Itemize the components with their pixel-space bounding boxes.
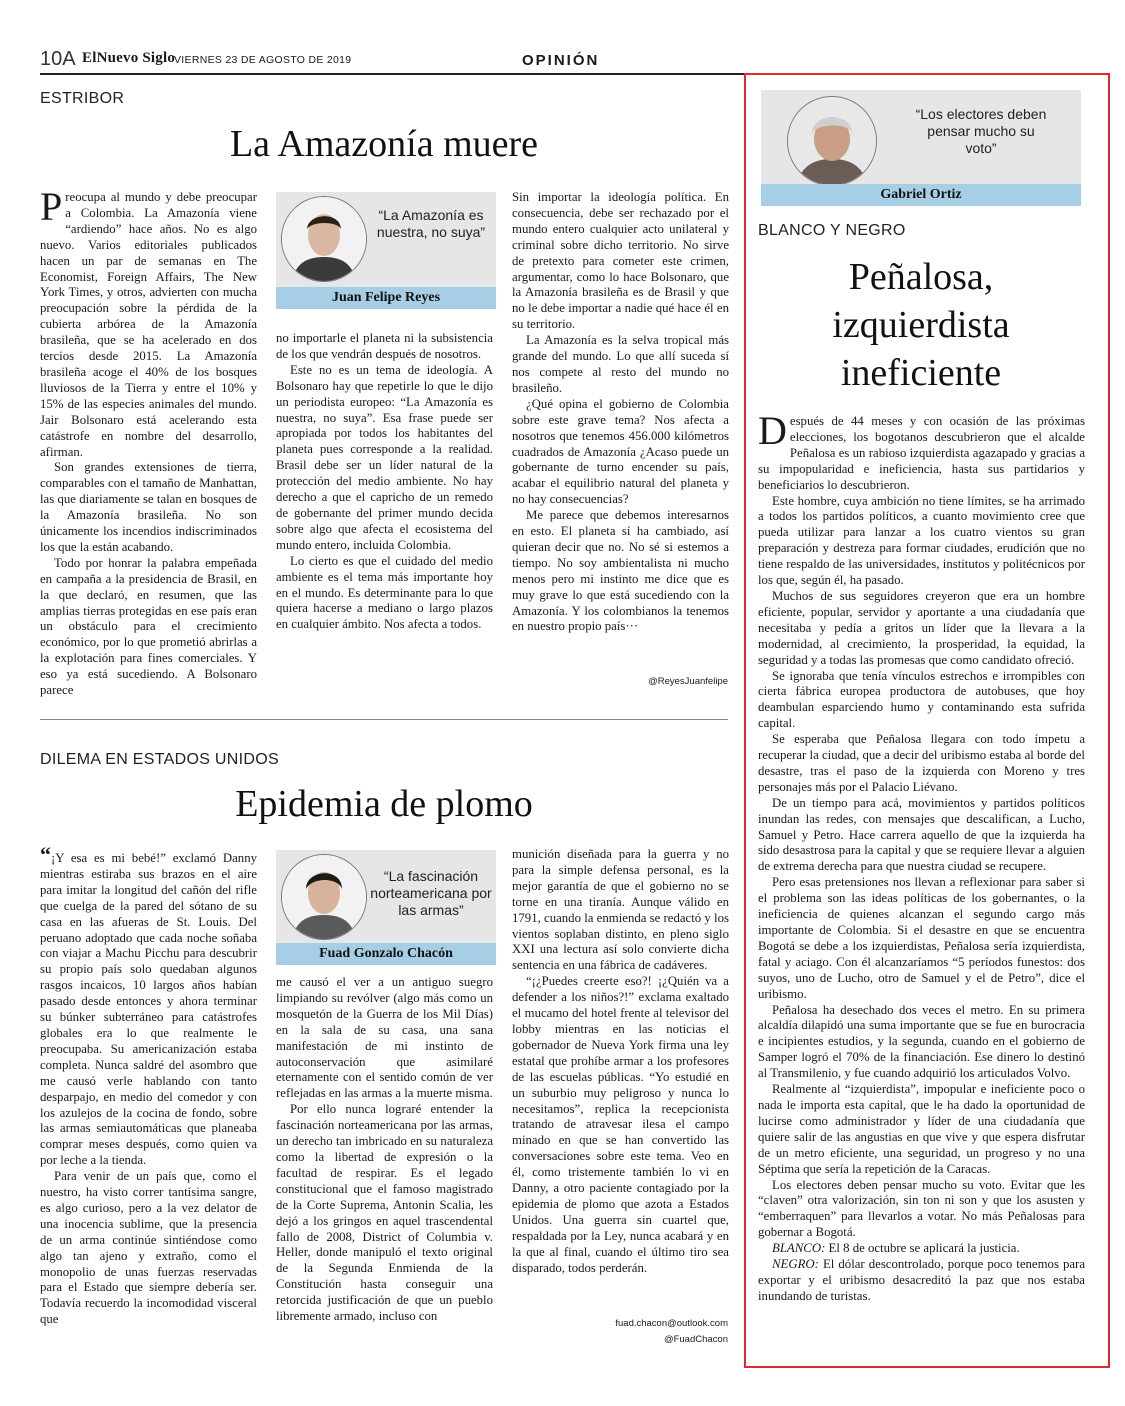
article2-headline: Epidemia de plomo <box>235 783 533 825</box>
article1-paragraph: reocupa al mundo y debe preocupar a Colombia. La Amazonía viene “ardiendo” hace años. No es algo nuevo. Varios editoriales publicados hacen un par de semanas en The Economist, Foreign Affairs, The New York Times, y otros, advierten con mucha preocupación sobre la pérdida de la cubierta arbórea de la Amazonía brasileña, que se ha acelerado en dos tercios desde 2015. La Amazonía brasileña acoge el 40% de los bosques lluviosos de la Tierra y entre el 10% y 15% de las especies animales del mundo. Jair Bolsonaro está acelerando esta catástrofe en nombre del desarrollo, afirman. <box>40 190 257 459</box>
author-portrait-icon <box>282 197 366 281</box>
newspaper-name: ElNuevo Siglo <box>82 50 176 66</box>
article3-paragraph: Los electores deben pensar mucho su voto. Evitar que les “claven” otra valorización, sin ton ni son y que los asusten y “emberraquen” para llevarlos a votar. No más Peñalosas para gobernar a Bogotá. <box>758 1177 1085 1240</box>
article3-paragraph: Muchos de sus seguidores creyeron que era un hombre eficiente, popular, servidor y aportante a una ciudadanía que necesitaba y pedía a gritos un líder que la llevara a la modernidad, al crecimiento, la prosperidad, la equidad, la seguridad y a todas las promesas que como candidato ofreció. <box>758 588 1085 667</box>
article1-paragraph: no importarle el planeta ni la subsistencia de los que vendrán después de nosotros. <box>276 331 493 361</box>
article2-author-box <box>276 850 496 965</box>
article2-column-2 <box>276 975 493 1325</box>
author-portrait-icon <box>788 97 876 185</box>
article3-headline-line: izquierdista <box>832 304 1010 346</box>
article2-paragraph: Por ello nunca lograré entender la fascinación norteamericana por las armas, un derecho tan imbricado en su naturaleza como la libertad de expresión o la facultad de respirar. Es el legado constitucional que el famoso magistrado de la Corte Suprema, Antonin Scalia, les dejó a los gringos en aquel trascendental fallo de 2008, District of Columbia v. Heller, donde manipuló el texto original de la Segunda Enmienda de la Constitución hasta conseguir una retorcida justificación de que un pueblo libremente armado, incluso con <box>276 1102 493 1324</box>
article2-paragraph: ¡Y esa es mi bebé!” exclamó Danny mientras estiraba sus brazos en el aire para imitar la longitud del cañón del rifle que cuelga de la pared del sótano de su casa en las afueras de St. Louis. Del peruano adoptado que cada noche soñaba con viajar a Machu Picchu para descubrir su propio país solo quedaban algunos rasgos incaicos, 10 largos años habían pasado desde entonces y ahora terminar su búnker subterráneo para catástrofes globales era lo que realmente le preocupaba. Su americanización estaba completa. Nunca saldré del asombro que me causó verle hablando con tanto desparpajo, en medio del comedor y con los azulejos de la cocina de fondo, sobre las armas semiautomáticas que planeaba comprar meses después, como quien va por leche a la tienda. <box>40 851 257 1168</box>
author-photo <box>281 854 367 940</box>
author-photo <box>281 196 367 282</box>
article2-column-3 <box>512 847 729 1276</box>
article3-body <box>758 408 1085 1305</box>
blanco-text: El 8 de octubre se aplicará la justicia. <box>825 1241 1020 1256</box>
article1-paragraph: ¿Qué opina el gobierno de Colombia sobre este grave tema? Nos afecta a nosotros que tenemos 456.000 kilómetros cuadrados de Amazonía ¿Acaso puede un gobernante de turno encender su país, acabar el equilibrio natural del planeta y no hay consecuencias? <box>512 396 729 507</box>
article2-pull-quote: “La fascinación norteamericana por las armas” <box>370 868 492 918</box>
article1-column-3 <box>512 190 729 635</box>
article3-paragraph: De un tiempo para acá, movimientos y partidos políticos inundan las redes, con mensajes que descalifican, a Lucho, Samuel y Petro. Hace carrera aquello de que la izquierda ha sido desastrosa para la capital y que se requiere llevar a alguien de extrema derecha para que nuestra ciudad se recupere. <box>758 795 1085 874</box>
article3-headline-line: Peñalosa, <box>848 256 994 298</box>
article3-paragraph: Se ignoraba que tenía vínculos estrechos e irrompibles con cierta fábrica europea productora de autobuses, que hoy deambulan esparciendo humo y contaminando esta sufrida capital. <box>758 668 1085 731</box>
article2-open-quote: “ <box>40 842 51 867</box>
article3-paragraph: Pero esas pretensiones nos llevan a reflexionar para saber si el problema son las ideas políticas de los gobernantes, o la ineficiencia de quienes alcanzan el segundo cargo más importante de Colombia. Si el desastre en que se encuentra Bogotá se debe a los izquierdistas, Peñalosa sería izquierdista, fatal y aciago. Con él alcanzaríamos “5 períodos funestos: dos suyos, uno de Lucho, otro de Samuel y el de Petro”, dice el uribismo. <box>758 875 1085 1001</box>
page-number: 10A <box>40 48 76 70</box>
article3-paragraph: Peñalosa ha desechado dos veces el metro. En su primera alcaldía dilapidó una suma importante que se fue en burocracia e incipientes estudios, y la segunda, cuando en el gobierno de Samper logró el 70% de la financiación. Ese dinero lo destinó al Transmilenio, y fue cuando adquirió los articulados Volvo. <box>758 1002 1085 1081</box>
article2-column-1 <box>40 842 257 1328</box>
article1-pull-quote: “La Amazonía es nuestra, no suya” <box>376 207 486 240</box>
author-photo <box>787 96 877 186</box>
article3-paragraph: Realmente al “izquierdista”, impopular e ineficiente poco o nada le importa esta capital, que le ha dado la oportunidad de lucirse como administrador y líder de una ciudadanía que quiere salir de las angustias en que vive y que espera disfrutar de un metro eficiente, una seguridad, un progreso y no una Séptima que sería la repetición de la Caracas. <box>758 1082 1085 1176</box>
article1-author-box <box>276 192 496 309</box>
issue-date: VIERNES 23 DE AGOSTO DE 2019 <box>174 54 352 66</box>
article3-negro-note <box>758 1257 1085 1305</box>
negro-text: El dólar descontrolado, porque poco tenemos para exportar y el uribismo desacreditó la paz que nos estaba inundando de turistas. <box>758 1257 1085 1303</box>
article1-author-name: Juan Felipe Reyes <box>276 287 496 309</box>
negro-label: NEGRO: <box>772 1257 819 1272</box>
article3-paragraph: Se esperaba que Peñalosa llegara con todo ímpetu a recuperar la ciudad, que a decir del uribismo estaba al borde del desastre, tras el paso de la izquierda con Moreno y tres personajes más por el Palacio Liévano. <box>758 732 1085 794</box>
author-portrait-icon <box>282 855 366 939</box>
article2-author-name: Fuad Gonzalo Chacón <box>276 943 496 965</box>
article3-blanco-note <box>758 1241 1085 1257</box>
article1-paragraph: Todo por honrar la palabra empeñada en campaña a la presidencia de Brasil, en la que declaró, en resumen, que las amplias tierras protegidas en ese país eran un obstáculo para el crecimiento económico, por lo que prometió abrirlas a la explotación para fines comerciales. Y eso ya está sucediendo. A Bolsonaro parece <box>40 555 257 698</box>
article3-pull-quote: “Los electores deben pensar mucho su voto” <box>915 106 1047 156</box>
article1-paragraph: Son grandes extensiones de tierra, comparables con el tamaño de Manhattan, las que diariamente se talan en bosques de la Amazonía brasileña. No son únicamente los incendios indiscriminados los que la están acabando. <box>40 460 257 554</box>
article2-paragraph: me causó el ver a un antiguo suegro limpiando su revólver (algo más como un mosquetón de la Guerra de los Mil Días) en la sala de su casa, una sana manifestación de mi instinto de autoconservación que asimilaré eternamente con el sentido común de ver reflejadas en las armas a la muerte misma. <box>276 975 493 1101</box>
article1-dropcap: P <box>40 184 63 229</box>
article1-headline: La Amazonía muere <box>229 123 539 165</box>
article2-kicker: DILEMA EN ESTADOS UNIDOS <box>40 751 279 768</box>
section-divider <box>40 719 728 720</box>
article2-signature-handle: @FuadChacon <box>663 1334 728 1345</box>
blanco-label: BLANCO: <box>772 1241 826 1256</box>
article1-paragraph: Este no es un tema de ideología. A Bolsonaro hay que repetirle lo que le dijo un periodista europeo: “La Amazonía es nuestra, no suya”. Esa frase puede ser apropiada por todos los habitantes del planeta pues corresponde a la realidad. Brasil debe ser un líder natural de la protección del medio ambiente. No hay derecho a que el capricho de un remedo de gobernante del primer mundo decida sobre algo que afecta el ecosistema del mundo entero, incluida Colombia. <box>276 362 493 552</box>
section-title: OPINIÓN <box>522 52 600 69</box>
article3-headline <box>748 253 1094 397</box>
article2-paragraph: “¡¿Puedes creerte eso?! ¡¿Quién va a defender a los niños?!” exclama exaltado el mucamo del hotel frente al televisor del lobby mientras en las noticias el gobernador de Nueva York firma una ley estatal que prohíbe armar a los profesores de las escuelas públicas. “Yo estudié en un suburbio muy peligroso y nunca lo necesitamos”, replica la recepcionista tratando de atravesar ilesa el campo minado en que se han convertido las conversaciones sobre este tema. Veo en él, como tristemente también lo vi en Danny, a otro paciente contagiado por la epidemia de plomo que azota a Estados Unidos. Una guerra sin cuartel que, respaldada por la Ley, nunca acabará y en la que al final, cuando el último tiro sea disparado, todos perderán. <box>512 974 729 1275</box>
article2-paragraph: Para venir de un país que, como el nuestro, ha visto correr tantísima sangre, es algo curioso, pero a la vez delator de una inocencia sublime, que la presencia de un arma continúe sintiéndose como algo tan ajeno y extraño, como el monopolio de unas fuerzas reservadas para el Estado que siempre debería ser. Todavía recuerdo la incomodidad visceral que <box>40 1169 257 1327</box>
article3-headline-line: ineficiente <box>840 352 1002 394</box>
article1-kicker: ESTRIBOR <box>40 90 125 107</box>
article1-signature: @ReyesJuanfelipe <box>648 676 728 687</box>
article3-paragraph: espués de 44 meses y con ocasión de las próximas elecciones, los bogotanos descubrieron que el alcalde Peñalosa es un rabioso izquierdista agazapado y gracias a su impopularidad e ineficiencia, hasta sus partidarios y beneficiarios lo descubrieron. <box>758 414 1085 492</box>
article3-paragraph: Este hombre, cuya ambición no tiene límites, se ha arrimado a todos los partidos políticos, a cuanto movimiento cree que pueda utilizar para lanzar a los cuatro vientos su gran preparación y destreza para formar ciudades, erudición que no tiene respaldo de las universidades, institutos y politécnicos por los que, según él, ha pasado. <box>758 493 1085 588</box>
article1-paragraph: La Amazonía es la selva tropical más grande del mundo. Lo que allí suceda sí nos compete al resto del mundo no brasileño. <box>512 333 729 395</box>
article2-signature-email: fuad.chacon@outlook.com <box>615 1318 728 1329</box>
article1-column-2 <box>276 331 493 633</box>
article3-kicker: BLANCO Y NEGRO <box>758 222 906 239</box>
article3-author-name: Gabriel Ortiz <box>761 184 1081 206</box>
article1-paragraph: Me parece que debemos interesarnos en esto. El planeta sí ha cambiado, así quieran decir que no. No sé si estemos a tiempo. No soy ambientalista ni mucho menos pero mi instinto me dice que es muy grave lo que está sucediendo con la Amazonía. Y los colombianos la tenemos en nuestro propio país··· <box>512 508 729 634</box>
article1-paragraph: Sin importar la ideología política. En consecuencia, debe ser rechazado por el mundo entero cualquier acto unilateral y criminal sobre dicho territorio. No sirve de pretexto para cometer este crimen, argumentar, como lo hace Bolsonaro, que la Amazonía brasileña es de Brasil y que no le debe importar a nadie qué hace él en su territorio. <box>512 190 729 332</box>
article2-paragraph: munición diseñada para la guerra y no para la simple defensa personal, es la mejor garantía de que el gobierno no se torne en una tiranía. Aunque válido en 1791, cuando la enmienda se redactó y los vientos soplaban distinto, en pleno siglo XXI una lectura así solo convierte dicha sentencia en una fábrica de cadáveres. <box>512 847 729 973</box>
article3-author-box <box>761 90 1081 206</box>
article1-paragraph: Lo cierto es que el cuidado del medio ambiente es el tema más importante hoy en el mundo. Es determinante para lo que quiera hacerse a mediano o largo plazos en cualquier ámbito. Nos afecta a todos. <box>276 553 493 632</box>
article1-column-1 <box>40 184 257 699</box>
article3-dropcap: D <box>758 408 787 453</box>
